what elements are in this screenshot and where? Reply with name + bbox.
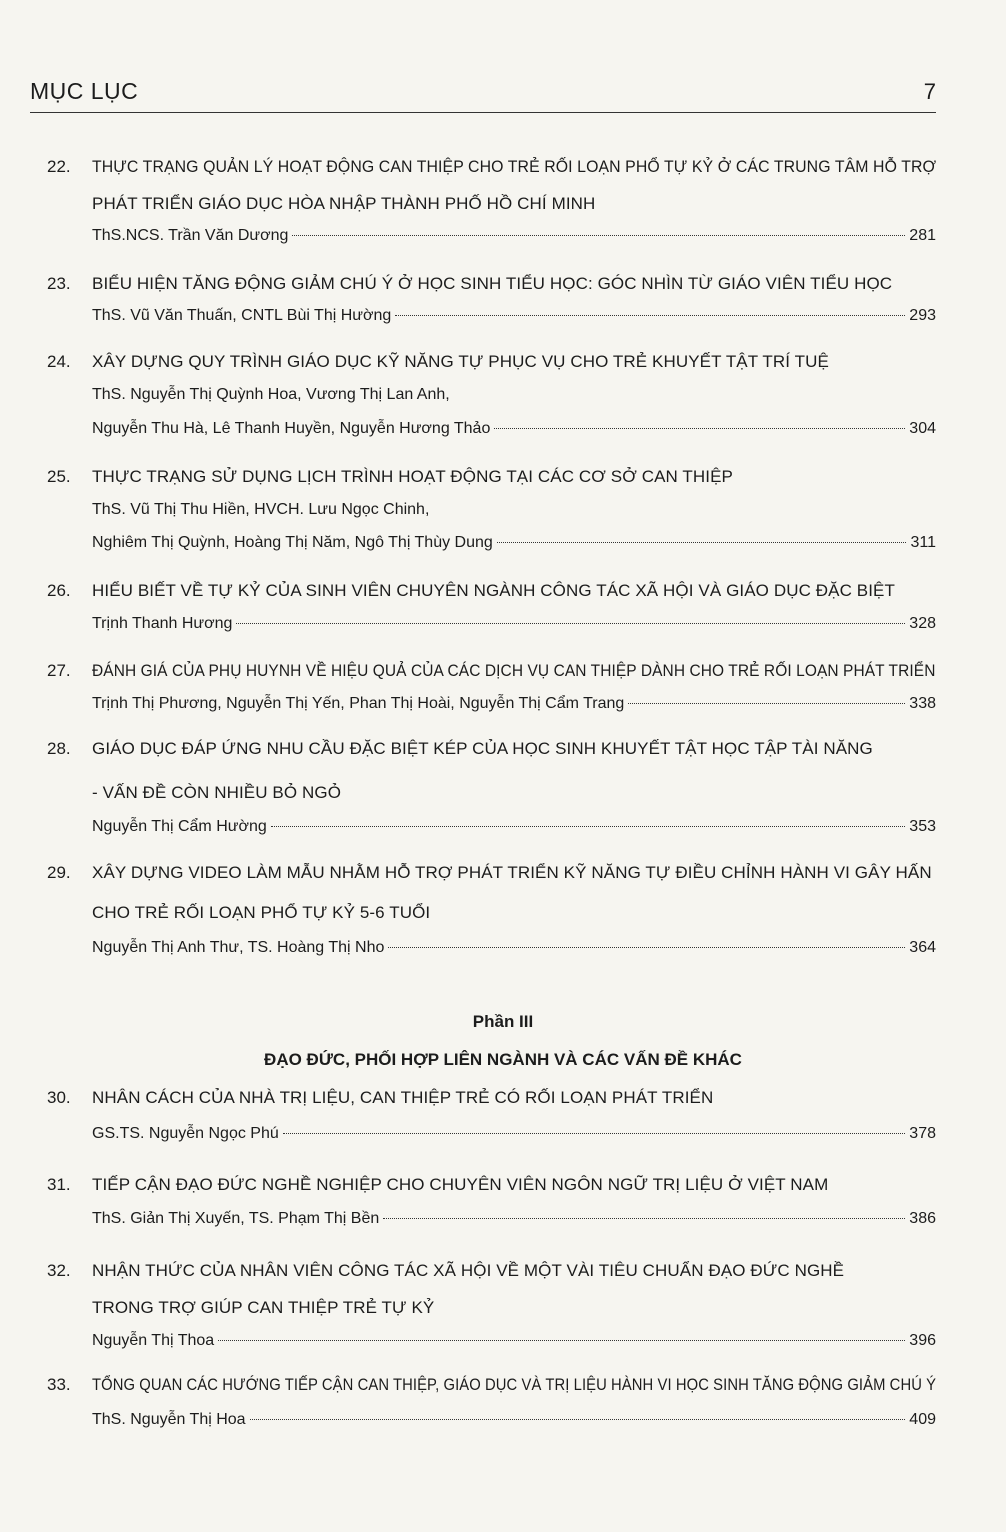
entry-authors: GS.TS. Nguyễn Ngọc Phú xyxy=(92,1125,279,1142)
entry-authors: ThS.NCS. Trần Văn Dương xyxy=(92,227,289,244)
entry-number: 31. xyxy=(47,1175,71,1194)
entry-title-line: CHO TRẺ RỐI LOẠN PHỔ TỰ KỶ 5-6 TUỔI xyxy=(92,903,431,922)
entry-page-number: 293 xyxy=(909,307,936,324)
entry-authors: Trịnh Thanh Hương xyxy=(92,615,233,632)
page-header xyxy=(30,78,936,105)
entry-authors: ThS. Nguyễn Thị Hoa xyxy=(92,1411,246,1428)
entry-author-line xyxy=(92,534,936,552)
entry-page-number: 353 xyxy=(909,818,936,835)
entry-author-line xyxy=(92,695,936,713)
entry-author-line xyxy=(92,307,936,325)
entry-number: 33. xyxy=(47,1375,71,1394)
entry-title-line: THỰC TRẠNG QUẢN LÝ HOẠT ĐỘNG CAN THIỆP CHO TRẺ RỐI LOẠN PHỔ TỰ KỶ Ở CÁC TRUNG TÂM HỖ TRỢ xyxy=(92,157,937,176)
page-number: 7 xyxy=(923,79,936,104)
entry-page-number: 338 xyxy=(909,695,936,712)
entry-number: 25. xyxy=(47,467,71,486)
entry-authors: ThS. Nguyễn Thị Quỳnh Hoa, Vương Thị Lan Anh, xyxy=(92,386,450,403)
entry-title-line: GIÁO DỤC ĐÁP ỨNG NHU CẦU ĐẶC BIỆT KÉP CỦA HỌC SINH KHUYẾT TẬT HỌC TẬP TÀI NĂNG xyxy=(92,739,873,758)
entry-authors: Nguyễn Thu Hà, Lê Thanh Huyền, Nguyễn Hương Thảo xyxy=(92,420,491,437)
header-divider xyxy=(30,112,936,113)
dot-leader xyxy=(236,623,905,624)
dot-leader xyxy=(218,1340,905,1341)
entry-authors: ThS. Vũ Thị Thu Hiền, HVCH. Lưu Ngọc Chinh, xyxy=(92,501,430,518)
entry-authors: ThS. Giản Thị Xuyến, TS. Phạm Thị Bền xyxy=(92,1210,380,1227)
entry-title-line: THỰC TRẠNG SỬ DỤNG LỊCH TRÌNH HOẠT ĐỘNG TẠI CÁC CƠ SỞ CAN THIỆP xyxy=(92,467,733,486)
entry-page-number: 386 xyxy=(909,1210,936,1227)
entry-author-line xyxy=(92,1125,936,1143)
dot-leader xyxy=(395,315,905,316)
entry-title-line: NHẬN THỨC CỦA NHÂN VIÊN CÔNG TÁC XÃ HỘI VỀ MỘT VÀI TIÊU CHUẨN ĐẠO ĐỨC NGHỀ xyxy=(92,1261,845,1280)
dot-leader xyxy=(497,542,907,543)
entry-title-line: - VẤN ĐỀ CÒN NHIỀU BỎ NGỎ xyxy=(92,783,342,802)
entry-number: 30. xyxy=(47,1088,71,1107)
entry-authors: Nghiêm Thị Quỳnh, Hoàng Thị Năm, Ngô Thị Thùy Dung xyxy=(92,534,493,551)
dot-leader xyxy=(388,947,905,948)
entry-page-number: 396 xyxy=(909,1332,936,1349)
entry-author-line xyxy=(92,939,936,957)
entry-number: 32. xyxy=(47,1261,71,1280)
entry-page-number: 378 xyxy=(909,1125,936,1142)
entry-page-number: 409 xyxy=(909,1411,936,1428)
entry-title-line: TRONG TRỢ GIÚP CAN THIỆP TRẺ TỰ KỶ xyxy=(92,1298,435,1317)
entry-number: 26. xyxy=(47,581,71,600)
entry-number: 23. xyxy=(47,274,71,293)
entry-title-line: XÂY DỰNG QUY TRÌNH GIÁO DỤC KỸ NĂNG TỰ PHỤC VỤ CHO TRẺ KHUYẾT TẬT TRÍ TUỆ xyxy=(92,352,829,371)
dot-leader xyxy=(494,428,905,429)
entry-number: 24. xyxy=(47,352,71,371)
dot-leader xyxy=(271,826,906,827)
entry-author-line xyxy=(92,1210,936,1228)
entry-number: 22. xyxy=(47,157,71,176)
entry-author-line xyxy=(92,420,936,438)
entry-page-number: 281 xyxy=(909,227,936,244)
entry-title-line: PHÁT TRIỂN GIÁO DỤC HÒA NHẬP THÀNH PHỐ HỒ CHÍ MINH xyxy=(92,194,596,213)
entry-author-line xyxy=(92,227,936,245)
entry-author-line xyxy=(92,1411,936,1429)
entry-title-line: BIỂU HIỆN TĂNG ĐỘNG GIẢM CHÚ Ý Ở HỌC SINH TIỂU HỌC: GÓC NHÌN TỪ GIÁO VIÊN TIỂU HỌC xyxy=(92,274,893,293)
entry-authors: Nguyễn Thị Cẩm Hường xyxy=(92,818,267,835)
section-title: MỤC LỤC xyxy=(30,78,139,104)
entry-title-line: XÂY DỰNG VIDEO LÀM MẪU NHẰM HỖ TRỢ PHÁT TRIỂN KỸ NĂNG TỰ ĐIỀU CHỈNH HÀNH VI GÂY HẤN xyxy=(92,863,932,882)
entry-authors: Nguyễn Thị Thoa xyxy=(92,1332,215,1349)
entry-number: 29. xyxy=(47,863,71,882)
entry-page-number: 304 xyxy=(909,420,936,437)
entry-title-line: HIỂU BIẾT VỀ TỰ KỶ CỦA SINH VIÊN CHUYÊN NGÀNH CÔNG TÁC XÃ HỘI VÀ GIÁO DỤC ĐẶC BIỆT xyxy=(92,581,895,600)
part-title: ĐẠO ĐỨC, PHỐI HỢP LIÊN NGÀNH VÀ CÁC VẤN ĐỀ KHÁC xyxy=(264,1050,742,1069)
entry-author-line xyxy=(92,818,936,836)
entry-author-line xyxy=(92,501,936,519)
entry-number: 27. xyxy=(47,661,71,680)
entry-page-number: 328 xyxy=(909,615,936,632)
entry-author-line xyxy=(92,1332,936,1350)
entry-page-number: 364 xyxy=(909,939,936,956)
entry-title-line: TIẾP CẬN ĐẠO ĐỨC NGHỀ NGHIỆP CHO CHUYÊN VIÊN NGÔN NGỮ TRỊ LIỆU Ở VIỆT NAM xyxy=(92,1175,829,1194)
dot-leader xyxy=(283,1133,906,1134)
entry-authors: Trịnh Thị Phương, Nguyễn Thị Yến, Phan Thị Hoài, Nguyễn Thị Cẩm Trang xyxy=(92,695,625,712)
part-label: Phần III xyxy=(472,1012,534,1031)
entry-title-line: ĐÁNH GIÁ CỦA PHỤ HUYNH VỀ HIỆU QUẢ CỦA CÁC DỊCH VỤ CAN THIỆP DÀNH CHO TRẺ RỐI LOẠN PHÁT TRIỂN xyxy=(92,661,936,680)
entry-author-line xyxy=(92,386,936,404)
dot-leader xyxy=(383,1218,905,1219)
entry-title-line: TỔNG QUAN CÁC HƯỚNG TIẾP CẬN CAN THIỆP, GIÁO DỤC VÀ TRỊ LIỆU HÀNH VI HỌC SINH TĂNG ĐỘNG GIẢM CHÚ Ý xyxy=(92,1375,937,1394)
dot-leader xyxy=(292,235,905,236)
dot-leader xyxy=(628,703,905,704)
entry-title-line: NHÂN CÁCH CỦA NHÀ TRỊ LIỆU, CAN THIỆP TRẺ CÓ RỐI LOẠN PHÁT TRIỂN xyxy=(92,1088,714,1107)
entry-authors: ThS. Vũ Văn Thuấn, CNTL Bùi Thị Hường xyxy=(92,307,392,324)
entry-author-line xyxy=(92,615,936,633)
entry-authors: Nguyễn Thị Anh Thư, TS. Hoàng Thị Nho xyxy=(92,939,385,956)
entry-page-number: 311 xyxy=(910,534,936,551)
entry-number: 28. xyxy=(47,739,71,758)
dot-leader xyxy=(250,1419,906,1420)
